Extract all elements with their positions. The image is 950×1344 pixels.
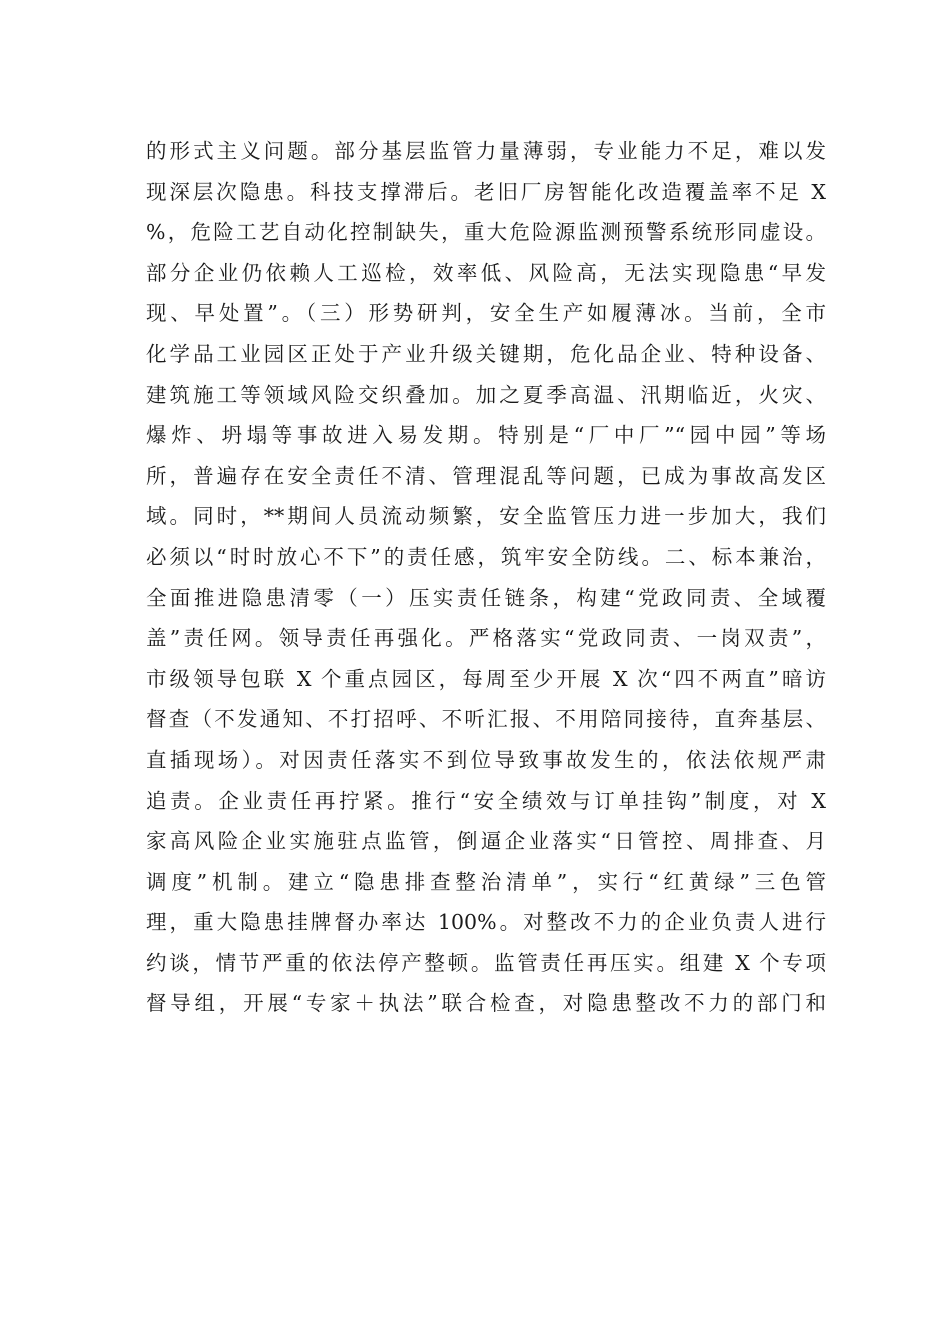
- text-line: 调度”机制。建立“隐患排查整治清单”，实行“红黄绿”三色管: [146, 869, 826, 894]
- body-text: [146, 131, 826, 1024]
- text-line: 的形式主义问题。部分基层监管力量薄弱，专业能力不足，难以发: [146, 139, 826, 163]
- text-line: 化学品工业园区正处于产业升级关键期，危化品企业、特种设备、: [146, 341, 826, 366]
- text-line: 部分企业仍依赖人工巡检，效率低、风险高，无法实现隐患“早发: [146, 260, 826, 285]
- text-line: 必须以“时时放心不下”的责任感，筑牢安全防线。二、标本兼治，: [146, 544, 826, 569]
- text-line: 建筑施工等领域风险交织叠加。加之夏季高温、汛期临近，火灾、: [146, 382, 826, 407]
- text-line: 直插现场）。对因责任落实不到位导致事故发生的，依法依规严肃: [146, 747, 826, 772]
- text-line: 督导组，开展“专家＋执法”联合检查，对隐患整改不力的部门和: [146, 991, 826, 1016]
- text-line: 现深层次隐患。科技支撑滞后。老旧厂房智能化改造覆盖率不足 X: [146, 179, 826, 204]
- text-line: 域。同时，**期间人员流动频繁，安全监管压力进一步加大，我们: [146, 504, 826, 529]
- text-line: %，危险工艺自动化控制缺失，重大危险源监测预警系统形同虚设。: [146, 220, 826, 245]
- text-line: 盖”责任网。领导责任再强化。严格落实“党政同责、一岗双责”，: [146, 626, 826, 651]
- text-line: 全面推进隐患清零（一）压实责任链条，构建“党政同责、全域覆: [146, 585, 826, 610]
- text-line: 所，普遍存在安全责任不清、管理混乱等问题，已成为事故高发区: [146, 463, 826, 488]
- text-line: 市级领导包联 X 个重点园区，每周至少开展 X 次“四不两直”暗访: [146, 666, 826, 691]
- text-line: 理，重大隐患挂牌督办率达 100%。对整改不力的企业负责人进行: [146, 910, 826, 935]
- text-line: 督查（不发通知、不打招呼、不听汇报、不用陪同接待，直奔基层、: [146, 707, 826, 732]
- text-line: 家高风险企业实施驻点监管，倒逼企业落实“日管控、周排查、月: [146, 829, 826, 854]
- text-line: 追责。企业责任再拧紧。推行“安全绩效与订单挂钩”制度，对 X: [146, 788, 826, 813]
- text-line: 现、早处置”。（三）形势研判，安全生产如履薄冰。当前，全市: [146, 301, 826, 326]
- text-line: 爆炸、坍塌等事故进入易发期。特别是“厂中厂”“园中园”等场: [146, 423, 826, 448]
- text-line: 约谈，情节严重的依法停产整顿。监管责任再压实。组建 X 个专项: [146, 950, 826, 975]
